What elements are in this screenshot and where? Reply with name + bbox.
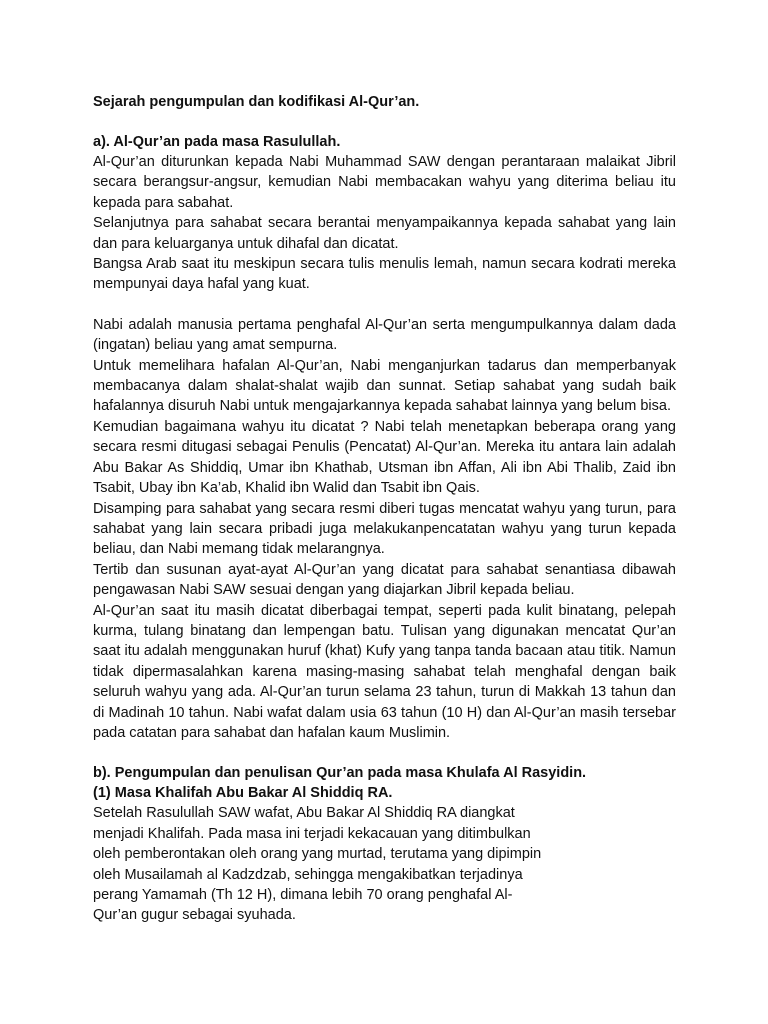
spacer xyxy=(93,743,676,763)
paragraph: Disamping para sahabat yang secara resmi diberi tugas mencatat wahyu yang turun, para sahabat yang lain secara pribadi juga melakukanpencatatan wahyu yang turun kepada beliau, dan Nabi memang tidak melarangnya. xyxy=(93,500,676,558)
document-page xyxy=(93,92,676,926)
paragraph: Untuk memelihara hafalan Al-Qur’an, Nabi menganjurkan tadarus dan memperbanyak membacanya dalam shalat-shalat wajib dan sunnat. Setiap sahabat yang sudah baik hafalannya disuruh Nabi untuk mengajarkannya kepada sahabat lainnya yang belum bisa. xyxy=(93,357,676,415)
document-title: Sejarah pengumpulan dan kodifikasi Al-Qur’an. xyxy=(93,94,420,110)
paragraph: Kemudian bagaimana wahyu itu dicatat ? Nabi telah menetapkan beberapa orang yang secara resmi ditugasi sebagai Penulis (Pencatat) Al-Qur’an. Mereka itu antara lain adalah Abu Bakar As Shiddiq, Umar ibn Khathab, Utsman ibn Affan, Ali ibn Abi Thalib, Zaid ibn Tsabit, Ubay ibn Ka’ab, Khalid ibn Walid dan Tsabit ibn Qais. xyxy=(93,418,676,497)
paragraph: Al-Qur’an diturunkan kepada Nabi Muhammad SAW dengan perantaraan malaikat Jibril secara berangsur-angsur, kemudian Nabi membacakan wahyu yang diterima beliau itu kepada para sabahat. xyxy=(93,154,676,211)
paragraph: Setelah Rasulullah SAW wafat, Abu Bakar Al Shiddiq RA diangkat menjadi Khalifah. Pada masa ini terjadi kekacauan yang ditimbulkan oleh pemberontakan oleh orang yang murtad, terutama yang dipimpin oleh Musailamah al Kadzdzab, sehingga mengakibatkan terjadinya perang Yamamah (Th 12 H), dimana lebih 70 orang penghafal Al-Qur’an gugur sebagai syuhada. xyxy=(93,805,542,924)
spacer xyxy=(93,112,676,132)
paragraph: Tertib dan susunan ayat-ayat Al-Qur’an yang dicatat para sahabat senantiasa dibawah pengawasan Nabi SAW sesuai dengan yang diajarkan Jibril kepada beliau. xyxy=(93,561,676,599)
paragraph: Bangsa Arab saat itu meskipun secara tulis menulis lemah, namun secara kodrati mereka mempunyai daya hafal yang kuat. xyxy=(93,256,676,293)
section-b-heading: b). Pengumpulan dan penulisan Qur’an pada masa Khulafa Al Rasyidin. xyxy=(93,765,587,782)
paragraph: Selanjutnya para sahabat secara berantai menyampaikannya kepada sahabat yang lain dan para keluarganya untuk dihafal dan dicatat. xyxy=(93,215,676,252)
spacer xyxy=(93,295,676,315)
paragraph: Al-Qur’an saat itu masih dicatat diberbagai tempat, seperti pada kulit binatang, pelepah kurma, tulang binatang dan lempengan batu. Tulisan yang digunakan mencatat Qur’an saat itu adalah menggunakan huruf (khat) Kufy yang tanpa tanda bacaan atau titik. Namun tidak dipermasalahkan karena masing-masing sahabat telah menghafal dengan baik seluruh wahyu yang ada. Al-Qur’an turun selama 23 tahun, turun di Makkah 13 tahun dan di Madinah 10 tahun. Nabi wafat dalam usia 63 tahun (10 H) dan Al-Qur’an masih tersebar pada catatan para sahabat dan hafalan kaum Muslimin. xyxy=(93,602,676,741)
section-b-subheading: (1) Masa Khalifah Abu Bakar Al Shiddiq RA. xyxy=(93,785,393,802)
section-a-heading: a). Al-Qur’an pada masa Rasulullah. xyxy=(93,134,341,150)
section-b-body xyxy=(93,803,676,925)
paragraph: Nabi adalah manusia pertama penghafal Al-Qur’an serta mengumpulkannya dalam dada (ingatan) beliau yang amat sempurna. xyxy=(93,316,676,354)
